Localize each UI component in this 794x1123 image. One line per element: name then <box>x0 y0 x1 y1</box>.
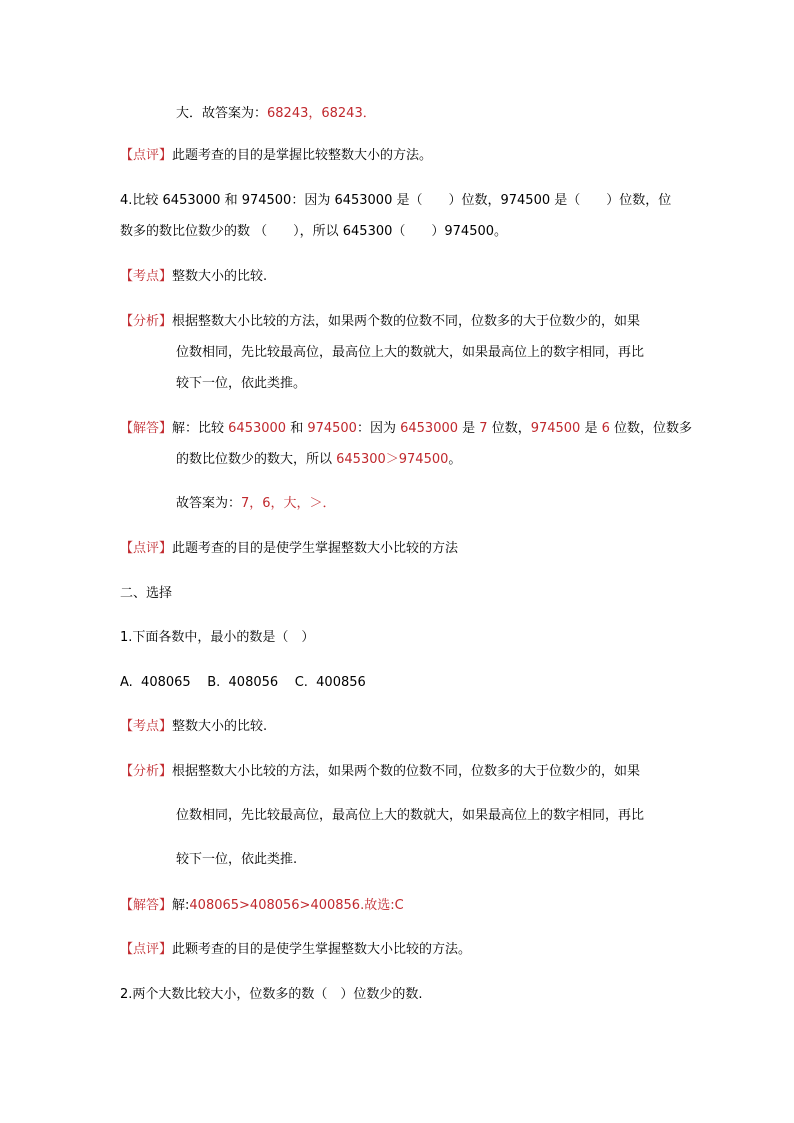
question-4-line1: 4.比较 6453000 和 974500：因为 6453000 是（ ）位数，974500 是（ ）位数，位 <box>120 193 672 208</box>
solution-tag: 【解答】 <box>120 898 173 913</box>
exam-point-tag: 【考点】 <box>120 719 173 734</box>
analysis-c1-line3: 较下一位，依此类推. <box>176 852 298 867</box>
exam-point-c1: 【考点】整数大小的比较. <box>120 719 268 734</box>
answer-line-q4: 故答案为：7，6，大，＞． <box>176 496 336 511</box>
question-4-line2: 数多的数比位数少的数 （ ），所以 645300（ ）974500。 <box>120 224 508 239</box>
exam-point-q4: 【考点】整数大小的比较. <box>120 269 268 284</box>
analysis-q4-line2: 位数相同，先比较最高位，最高位上大的数就大，如果最高位上的数字相同，再比 <box>176 345 645 360</box>
comment-tag: 【点评】 <box>120 541 173 556</box>
analysis-tag: 【分析】 <box>120 764 173 779</box>
comment-c1: 【点评】此颗考查的目的是使学生掌握整数大小比较的方法。 <box>120 942 472 957</box>
solution-q4-line1: 【解答】解：比较 6453000 和 974500：因为 6453000 是 7 位数，974500 是 6 位数，位数多 <box>120 421 693 436</box>
comment-tag: 【点评】 <box>120 942 173 957</box>
analysis-q4-line1: 【分析】根据整数大小比较的方法，如果两个数的位数不同，位数多的大于位数少的，如果 <box>120 314 641 329</box>
solution-tag: 【解答】 <box>120 421 173 436</box>
analysis-c1-line2: 位数相同，先比较最高位，最高位上大的数就大，如果最高位上的数字相同，再比 <box>176 808 645 823</box>
analysis-tag: 【分析】 <box>120 314 173 329</box>
solution-q4-line2: 的数比位数少的数大，所以 645300＞974500。 <box>176 452 462 467</box>
choice-question-1: 1.下面各数中，最小的数是（ ） <box>120 630 315 645</box>
choice-options-q1: A. 408065 B. 408056 C. 400856 <box>120 675 366 690</box>
solution-c1: 【解答】解:408065>408056>400856.故选:C <box>120 898 404 913</box>
section-heading-choice: 二、选择 <box>120 586 173 601</box>
comment-tag: 【点评】 <box>120 148 173 163</box>
comment-q4: 【点评】此题考查的目的是使学生掌握整数大小比较的方法 <box>120 541 459 556</box>
comment-q3: 【点评】此题考查的目的是掌握比较整数大小的方法。 <box>120 148 433 163</box>
exam-point-tag: 【考点】 <box>120 269 173 284</box>
choice-question-2: 2.两个大数比较大小，位数多的数（ ）位数少的数. <box>120 987 423 1002</box>
answer-line-q3: 大．故答案为：68243，68243． <box>176 106 376 121</box>
analysis-q4-line3: 较下一位，依此类推。 <box>176 376 307 391</box>
analysis-c1-line1: 【分析】根据整数大小比较的方法，如果两个数的位数不同，位数多的大于位数少的，如果 <box>120 764 641 779</box>
